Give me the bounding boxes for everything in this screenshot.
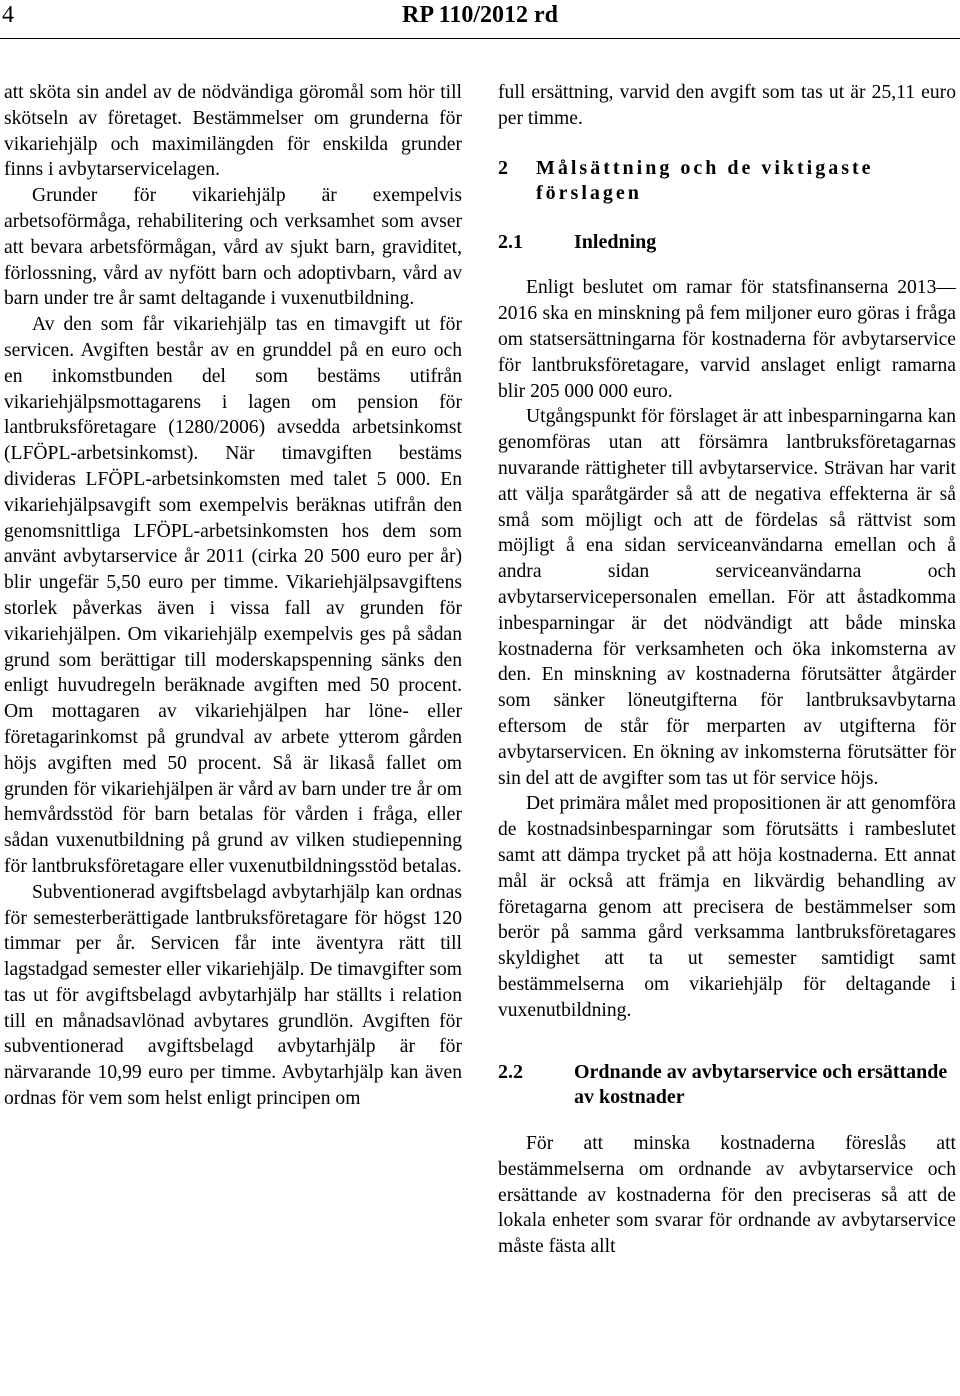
paragraph: Grunder för vikariehjälp är exempelvis arbetsoförmåga, rehabilitering och verksamhet som avser att bevara arbetsförmågan, vård av sjukt barn, graviditet, förlossning, vård av nyfött barn och adoptivbarn, vård av barn under tre år samt deltagande i vuxenutbildning.	[4, 185, 462, 310]
right-column	[498, 80, 956, 1260]
page-number: 4	[2, 2, 14, 28]
paragraph: Subventionerad avgiftsbelagd avbytarhjälp kan ordnas för semesterberättigade lantbruksföretagare för högst 120 timmar per år. Servicen får inte äventyra rätt till lagstadgad semester eller vikariehjälp. De timavgifter som tas ut för avgiftsbelagd avbytarhjälp har ställts i relation till en månadsavlönad avbytares grundlön. Avgiften för subventionerad avgiftsbelagd avbytarhjälp är för närvarande 10,99 euro per timme. Avbytarhjälp kan även ordnas för vem som helst enligt principen om	[4, 881, 462, 1110]
header-rule	[0, 38, 960, 39]
paragraph: Utgångspunkt för förslaget är att inbesparningarna kan genomföras utan att försämra lantbruksföretagarnas nuvarande rättigheter till avbytarservice. Strävan har varit att välja sparåtgärder så att de negativa effekterna är så små som möjligt och att de fördelas så rättvist som möjligt å ena sidan serviceanvändarna emellan och å andra sidan serviceanvändarna och avbytarservicepersonalen emellan. För att åstadkomma inbesparningar är det nödvändigt att både minska kostnaderna för verksamheten och öka inkomsterna av den. En minskning av kostnaderna förutsätter åtgärder som sänker löneutgifterna för lantbruksavbytarna eftersom de står för merparten av utgifterna för avbytarservicen. En ökning av inkomsterna förutsätter för sin del att de avgifter som tas ut för service höjs.	[498, 406, 956, 789]
section-title: Målsättning och de viktigaste förslagen	[536, 156, 874, 204]
subsection-title: Ordnande av avbytarservice och ersättande av kostnader	[574, 1060, 948, 1109]
paragraph: Det primära målet med propositionen är att genomföra de kostnadsinbesparningar som förutsätts i rambeslutet samt att dämpa trycket på att höja kostnaderna. Ett annat mål är också att främja en likvärdig behandling av företagarna genom att precisera de bestämmelser som berör på samma gård verksamma lantbruksföretagares skyldighet att ta ut semester samtidigt samt bestämmelserna om vikariehjälp för deltagande i vuxenutbildning.	[498, 793, 956, 1021]
paragraph: För att minska kostnaderna föreslås att bestämmelserna om ordnande av avbytarservice och ersättande av kostnaderna för den preciseras så att de lokala enheter som svarar för ordnande av avbytarservice måste fästa allt	[498, 1133, 956, 1258]
paragraph: Enligt beslutet om ramar för statsfinanserna 2013—2016 ska en minskning på fem miljoner euro göras i fråga om statsersättningarna för kostnaderna för avbytarservice för lantbruksföretagare, varvid anslaget enligt ramarna blir 205 000 000 euro.	[498, 277, 956, 402]
subsection-number: 2.1	[498, 230, 523, 253]
page-header	[0, 0, 960, 40]
subsection-heading	[498, 1060, 956, 1112]
paragraph: full ersättning, varvid den avgift som tas ut är 25,11 euro per timme.	[498, 82, 956, 129]
paragraph: att sköta sin andel av de nödvändiga göromål som hör till skötseln av företaget. Bestämmelser om grunderna för vikariehjälp och maximilängden för enskilda grunder finns i avbytarservicelagen.	[4, 82, 462, 181]
subsection-heading	[498, 230, 956, 256]
section-heading	[498, 156, 956, 206]
paragraph: Av den som får vikariehjälp tas en timavgift ut för servicen. Avgiften består av en grunddel på en euro och en inkomstbunden del som bestäms utifrån vikariehjälpsmottagarens i lagen om pension för lantbruksföretagare (1280/2006) avsedda arbetsinkomst (LFÖPL-arbetsinkomst). När timavgiften bestäms divideras LFÖPL-arbetsinkomsten med talet 5 000. En vikariehjälpsavgift som exempelvis beräknas utifrån den genomsnittliga LFÖPL-arbetsinkomsten hos dem som använt avbytarservice år 2011 (cirka 20 500 euro per år) blir ungefär 5,50 euro per timme. Vikariehjälpsavgiftens storlek påverkas även i vissa fall av grunden för vikariehjälpen. Om vikariehjälp exempelvis ges på sådan grund som berättigar till moderskapspenning sänks den enligt huvudregeln beräknade avgiften med 50 procent. Om mottagaren av vikariehjälpen har löne- eller företagarinkomst på grundval av arbete ytterom gården höjs avgiften med 50 procent. Så är likaså fallet om grunden för vikariehjälpen är vård av barn under tre år om hemvårdsstöd för barn betalas för vården i fråga, eller sådan vuxenutbildning på grund av vilken studiepenning för lantbruksföretagare eller vuxenutbildningsstöd betalas.	[4, 314, 462, 877]
section-number: 2	[498, 156, 508, 179]
left-column	[4, 80, 462, 1112]
subsection-number: 2.2	[498, 1060, 523, 1083]
subsection-title: Inledning	[574, 230, 657, 253]
document-reference: RP 110/2012 rd	[401, 2, 558, 28]
